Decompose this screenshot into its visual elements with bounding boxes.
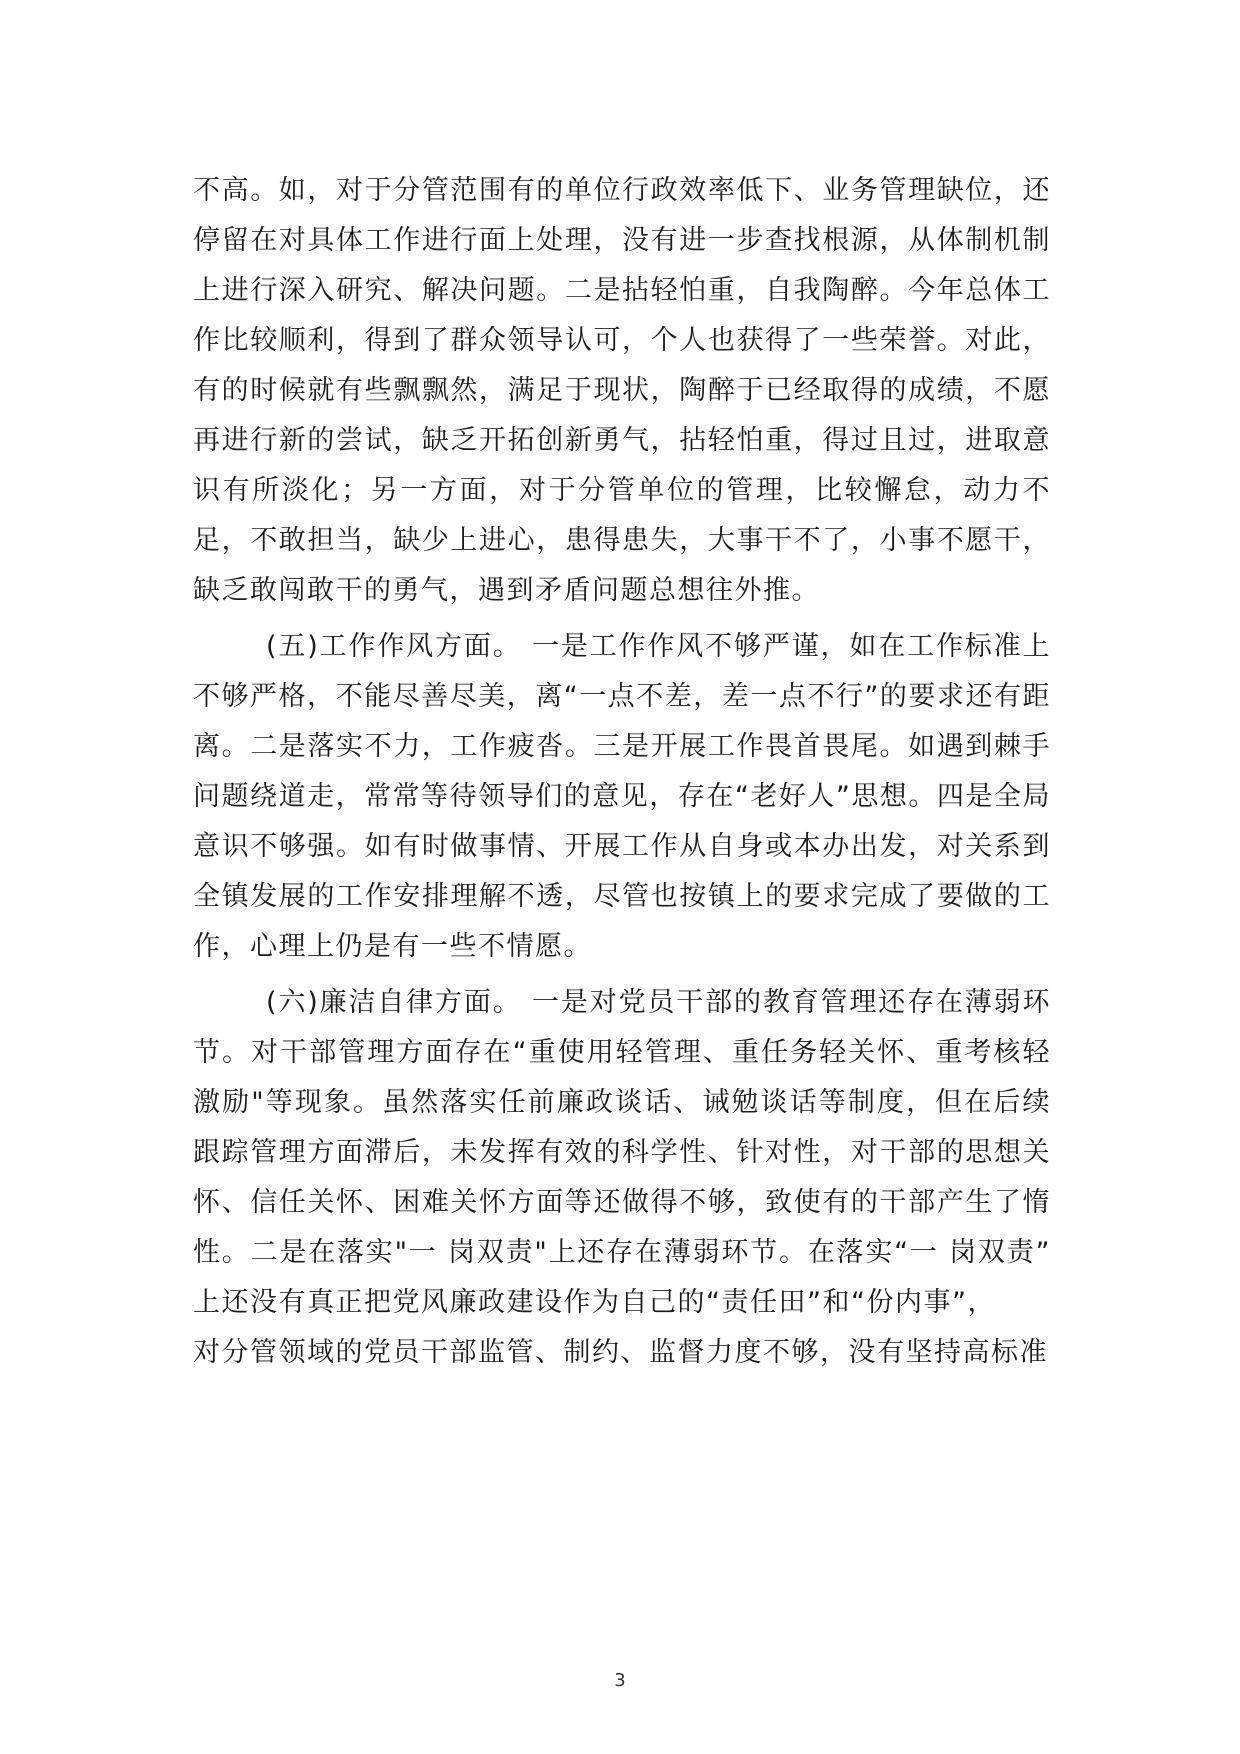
page-number: 3 [614,1670,626,1691]
paragraph-continued: 不高。如，对于分管范围有的单位行政效率低下、业务管理缺位，还停留在对具体工作进行面上处理，没有进一步查找根源，从体制机制上进行深入研究、解决问题。二是拈轻怕重，自我陶醉。今年总体工作比较顺利，得到了群众领导认可，个人也获得了一些荣誉。对此，有的时候就有些飘飘然，满足于现状，陶醉于已经取得的成绩，不愿再进行新的尝试，缺乏开拓创新勇气，拈轻怕重，得过且过，进取意识有所淡化；另一方面，对于分管单位的管理，比较懈怠，动力不足，不敢担当，缺少上进心，患得患失，大事干不了，小事不愿干，缺乏敢闯敢干的勇气，遇到矛盾问题总想往外推。 [193,175,1051,606]
paragraph-integrity: (六)廉洁自律方面。 一是对党员干部的教育管理还存在薄弱环节。对干部管理方面存在“重使用轻管理、重任务轻关怀、重考核轻激励"等现象。虽然落实任前廉政谈话、诫勉谈话等制度，但在后续跟踪管理方面滞后，未发挥有效的科学性、针对性，对干部的思想关怀、信任关怀、困难关怀方面等还做得不够，致使有的干部产生了惰性。二是在落实"一 岗双责"上还存在薄弱环节。在落实“一 岗双责” 上还没有真正把党风廉政建设作为自己的“责任田”和“份内事”， [193,987,1051,1318]
document-body [193,166,1051,1378]
paragraph-trailing-line: 对分管领域的党员干部监管、制约、监督力度不够，没有坚持高标准 [193,1337,1048,1368]
paragraph-work-style: (五)工作作风方面。 一是工作作风不够严谨，如在工作标准上不够严格，不能尽善尽美，离“一点不差，差一点不行”的要求还有距离。二是落实不力，工作疲沓。三是开展工作畏首畏尾。如遇到棘手问题绕道走，常常等待领导们的意见，存在“老好人”思想。四是全局意识不够强。如有时做事情、开展工作从自身或本办出发，对关系到全镇发展的工作安排理解不透，尽管也按镇上的要求完成了要做的工作，心理上仍是有一些不情愿。 [193,631,1051,962]
